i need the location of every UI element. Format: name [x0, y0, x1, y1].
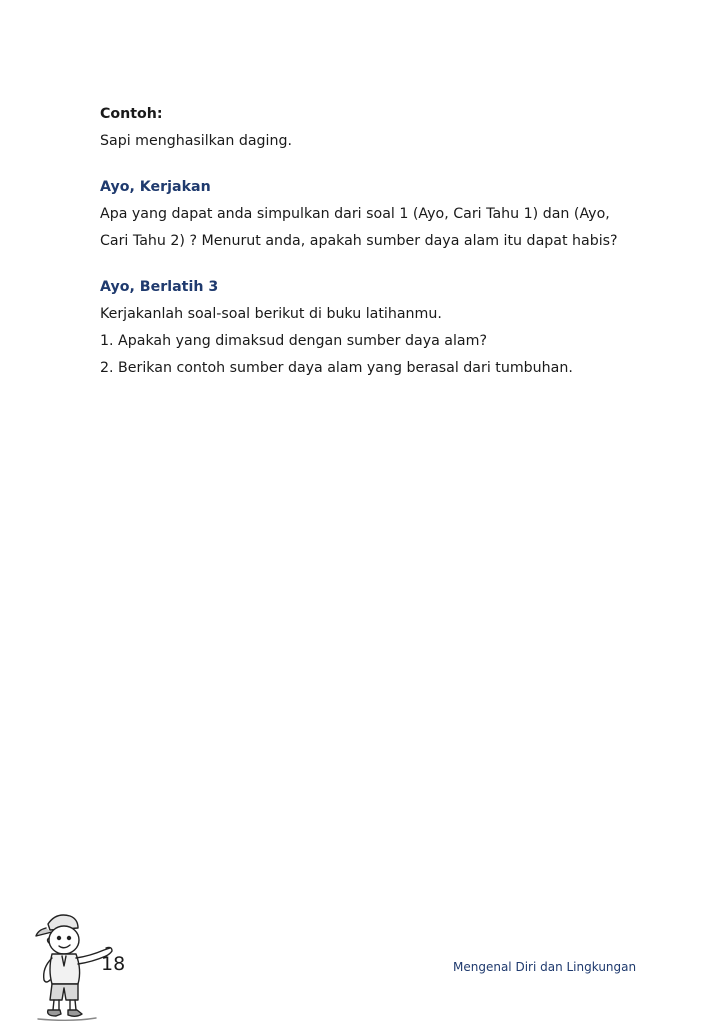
example-text: Sapi menghasilkan daging.: [100, 133, 292, 149]
page-number: 18: [101, 953, 126, 975]
kerjakan-heading: Ayo, Kerjakan: [100, 179, 211, 195]
berlatih-heading: Ayo, Berlatih 3: [100, 279, 219, 295]
kerjakan-line-2: Cari Tahu 2) ? Menurut anda, apakah sumber daya alam itu dapat habis?: [100, 233, 618, 249]
kerjakan-line-1: Apa yang dapat anda simpulkan dari soal 1 (Ayo, Cari Tahu 1) dan (Ayo,: [100, 206, 610, 222]
berlatih-intro: Kerjakanlah soal-soal berikut di buku latihanmu.: [100, 306, 442, 322]
kerjakan-section: [100, 174, 640, 255]
example-block: [100, 101, 640, 155]
page-content: [100, 101, 640, 401]
berlatih-item-2: 2. Berikan contoh sumber daya alam yang berasal dari tumbuhan.: [100, 360, 573, 376]
example-label: Contoh:: [100, 106, 163, 122]
berlatih-item-1: 1. Apakah yang dimaksud dengan sumber daya alam?: [100, 333, 487, 349]
book-title-footer: Mengenal Diri dan Lingkungan: [453, 960, 637, 974]
berlatih-section: [100, 274, 640, 382]
